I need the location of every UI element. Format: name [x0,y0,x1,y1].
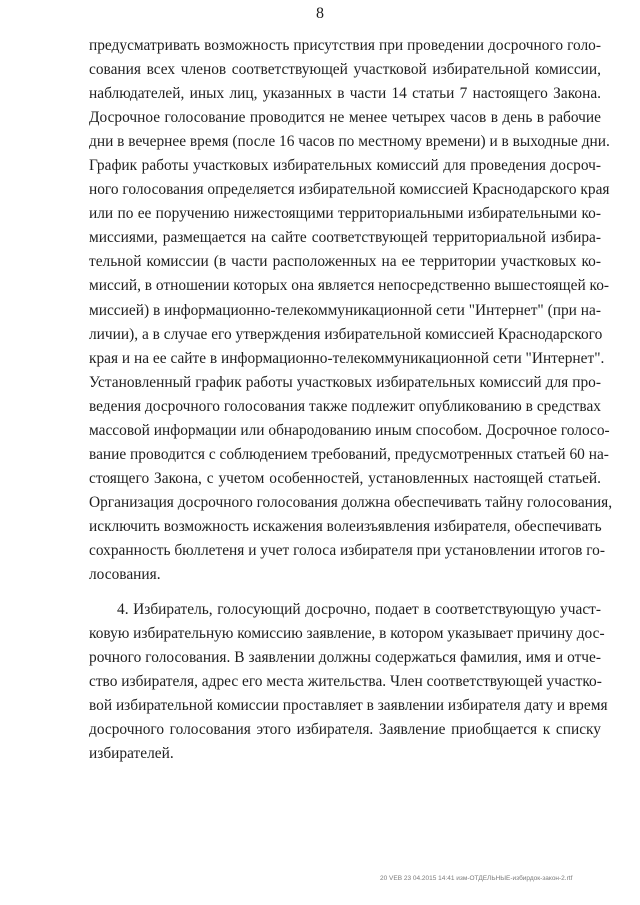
page-number: 8 [316,5,324,22]
text-line: стоящего Закона, с учетом особенностей, установленных настоящей статьей. [89,469,601,487]
text-line: миссией) в информационно-телекоммуникационной сети "Интернет" (при на- [89,301,601,319]
text-line: тельной комиссии (в части расположенных на ее территории участковых ко- [89,253,601,271]
text-line: Досрочное голосование проводится не менее четырех часов в день в рабочие [89,109,601,127]
text-line: График работы участковых избирательных комиссий для проведения досроч- [89,157,601,175]
document-body [89,34,613,766]
text-line: Организация досрочного голосования должна обеспечивать тайну голосования, [89,493,613,511]
text-line: миссий, в отношении которых она является непосредственно вышестоящей ко- [89,277,610,295]
text-line: рочного голосования. В заявлении должны содержаться фамилия, имя и отче- [89,649,601,667]
text-line: дни в вечернее время (после 16 часов по местному времени) и в выходные дни. [89,133,610,151]
text-line: ного голосования определяется избирательной комиссией Краснодарского края [89,181,610,199]
text-line: массовой информации или обнародованию иным способом. Досрочное голосо- [89,421,610,439]
text-line: ковую избирательную комиссию заявление, в котором указывает причину дос- [89,625,605,643]
text-line: ведения досрочного голосования также подлежит опубликованию в средствах [89,397,601,415]
paragraph-gap [89,587,601,598]
paragraph-2 [89,598,608,766]
text-line: лосования. [89,566,161,584]
text-line: сохранность бюллетеня и учет голоса избирателя при установлении итогов го- [89,541,605,559]
text-line: наблюдателей, иных лиц, указанных в части 14 статьи 7 настоящего Закона. [89,85,601,103]
text-line: края и на ее сайте в информационно-телекоммуникационной сети "Интернет". [89,349,605,367]
text-line: вание проводится с соблюдением требований, предусмотренных статьей 60 на- [89,445,609,463]
text-line: ство избирателя, адрес его места жительства. Член соответствующей участко- [89,673,602,691]
text-line: личии), а в случае его утверждения избирательной комиссией Краснодарского [89,325,603,343]
text-line: предусматривать возможность присутствия при проведении досрочного голо- [89,37,601,54]
text-line: сования всех членов соответствующей участковой избирательной комиссии, [89,61,601,79]
text-line: вой избирательной комиссии проставляет в заявлении избирателя дату и время [89,697,608,715]
text-line: миссиями, размещается на сайте соответствующей территориальной избира- [89,229,601,247]
paragraph-1 [89,34,613,587]
text-line: исключить возможность искажения волеизъявления избирателя, обеспечивать [89,517,602,535]
text-line: или по ее поручению нижестоящими территориальными избирательными ко- [89,205,601,223]
text-line: избирателей. [89,745,174,763]
text-line: Установленный график работы участковых избирательных комиссий для про- [89,373,601,391]
text-line: досрочного голосования этого избирателя. Заявление приобщается к списку [89,721,601,739]
text-line: 4. Избиратель, голосующий досрочно, подает в соответствующую участ- [117,601,601,619]
document-footer: 20 VEB 23 04.2015 14:41 изм-ОТДЕЛЬНЫЕ-избирдок-закон-2.rtf [380,875,573,882]
